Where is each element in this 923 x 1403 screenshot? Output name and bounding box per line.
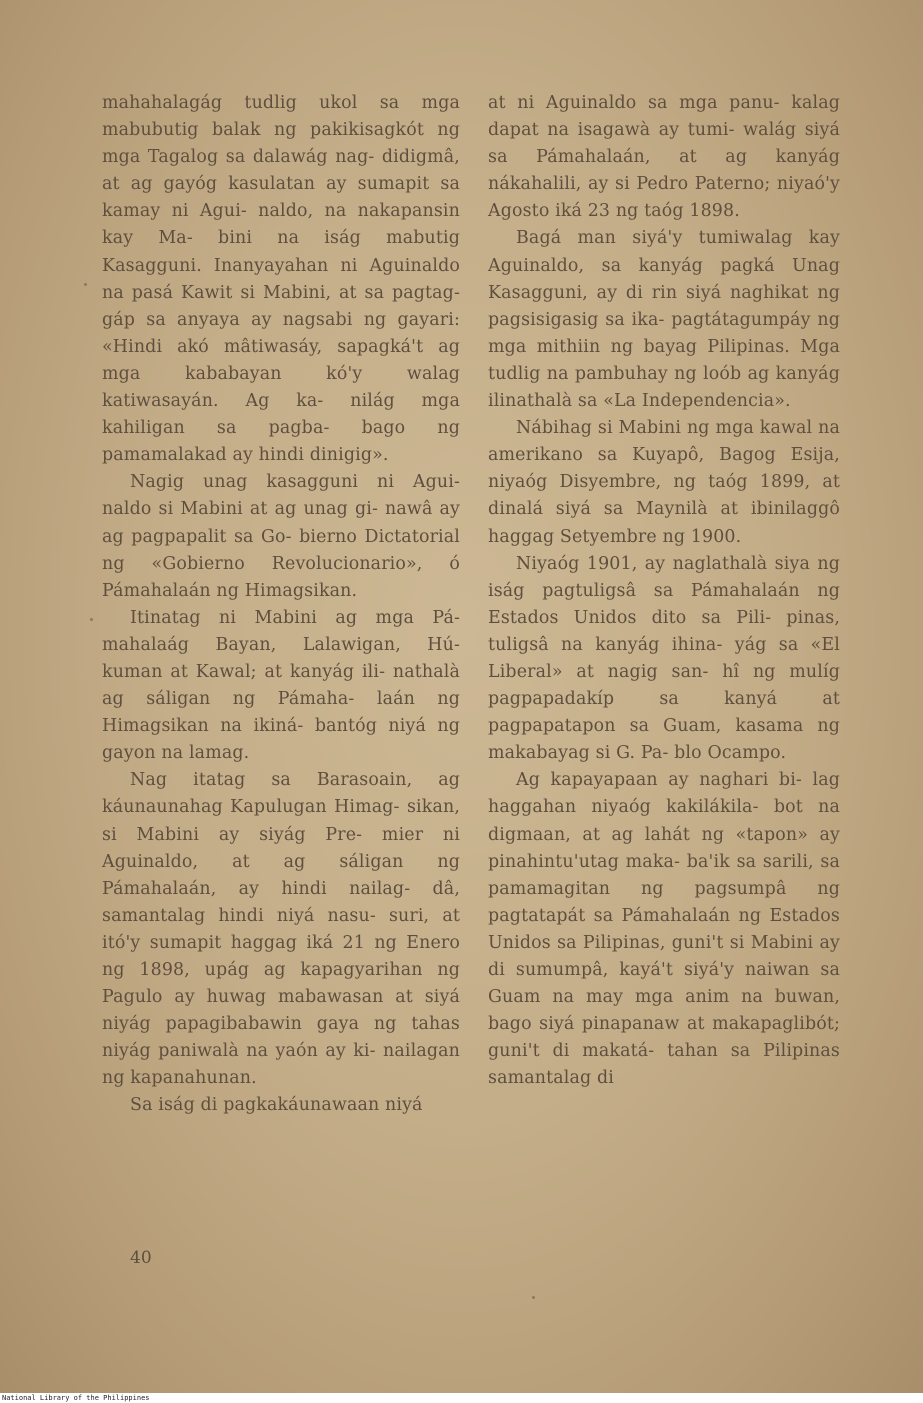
paper-speck <box>90 618 93 621</box>
page-number: 40 <box>130 1248 152 1268</box>
paragraph: at ni Aguinaldo sa mga panu- kalag dapat na isagawà ay tumi- walág siyá sa Pámahalaán, at ag kanyág nákahalili, ay si Pedro Paterno; niyaó'y Agosto iká 23 ng taóg 1898. <box>488 93 840 222</box>
paragraph: Nag itatag sa Barasoain, ag káunaunahag Kapulugan Himag- sikan, si Mabini ay siyág Pre- mier ni Aguinaldo, at ag sáligan ng Pámahalaán, ay hindi nailag- dâ, samantalag hindi niyá nasu- suri, at itó'y sumapit haggag iká 21 ng Enero ng 1898, upág ag kapagyarihan ng Pagulo ay huwag mabawasan at siyá niyág papagibabawin gaya ng tahas niyág paniwalà na yaón ay ki- nailagan ng kapanahunan. <box>102 770 460 1089</box>
paragraph: Ag kapayapaan ay naghari bi- lag haggahan niyaóg kakilákila- bot na digmaan, at ag lahát ng «tapon» ay pinahintu'utag maka- ba'ik sa sarili, sa pamamagitan ng pagsumpâ ng pagtatapát sa Pámahalaán ng Estados Unidos sa Pilipinas, guni't si Mabini ay di sumumpâ, kayá't siyá'y naiwan sa Guam na may mga anim na buwan, bago siyá pinapanaw at makapaglibót; guni't di makatá- tahan sa Pilipinas samantalag di <box>488 770 840 1089</box>
paragraph: Niyaóg 1901, ay naglathalà siya ng iság pagtuligsâ sa Pámahalaán ng Estados Unidos dito sa Pili- pinas, tuligsâ na kanyág ihina- yág sa «El Liberal» at nagig san- hî ng mulíg pagpapadakíp sa kanyá at pagpapatapon sa Guam, kasama ng makabayag si G. Pa- blo Ocampo. <box>488 553 840 764</box>
library-credit: National Library of the Philippines <box>2 1394 150 1402</box>
paragraph: Sa iság di pagkakáunawaan niyá <box>130 1095 423 1116</box>
paragraph: Itinatag ni Mabini ag mga Pá- mahalaág Bayan, Lalawigan, Hú- kuman at Kawal; at kanyág ili- nathalà ag sáligan ng Pámaha- laán ng Himagsikan na ikiná- bantóg niyá ng gayon na lamag. <box>102 607 460 764</box>
paragraph: Nábihag si Mabini ng mga kawal na amerikano sa Kuyapô, Bagog Esija, niyaóg Disyembre, ng taóg 1899, at dinalá siyá sa Maynilà at ibinilaggô haggag Setyembre ng 1900. <box>488 418 840 547</box>
paper-speck <box>532 1296 535 1299</box>
paper-speck <box>84 283 87 286</box>
paragraph: Nagig unag kasagguni ni Agui- naldo si Mabini at ag unag gi- nawâ ay ag pagpapalit sa Go- bierno Dictatorial ng «Gobierno Revolucionario», ó Pámahalaán ng Himagsikan. <box>102 472 460 601</box>
paragraph: Bagá man siyá'y tumiwalag kay Aguinaldo, sa kanyág pagká Unag Kasagguni, ay di rin siyá naghikat ng pagsisigasig sa ika- pagtátagumpáy ng mga mithiin ng bayag Pilipinas. Mga tudlig na pambuhay ng loób ag kanyág ilinathalà sa «La Independencia». <box>488 228 840 412</box>
left-text-column <box>102 90 460 1120</box>
right-text-column <box>488 90 840 1092</box>
paragraph: mahahalagág tudlig ukol sa mga mabubutig balak ng pakikisagkót ng mga Tagalog sa dalawág nag- didigmâ, at ag gayóg kasulatan ay sumapit sa kamay ni Agui- naldo, na nakapansin kay Ma- bini na iság mabutig Kasagguni. Inanyayahan ni Aguinaldo na pasá Kawit si Mabini, at sa pagtag- gáp sa anyaya ay nagsabi ng gayari: «Hindi akó mâtiwasáy, sapagká't ag mga kababayan kó'y walag katiwasayán. Ag ka- nilág mga kahiligan sa pagba- bago ng pamamalakad ay hindi dinigig». <box>102 93 460 466</box>
